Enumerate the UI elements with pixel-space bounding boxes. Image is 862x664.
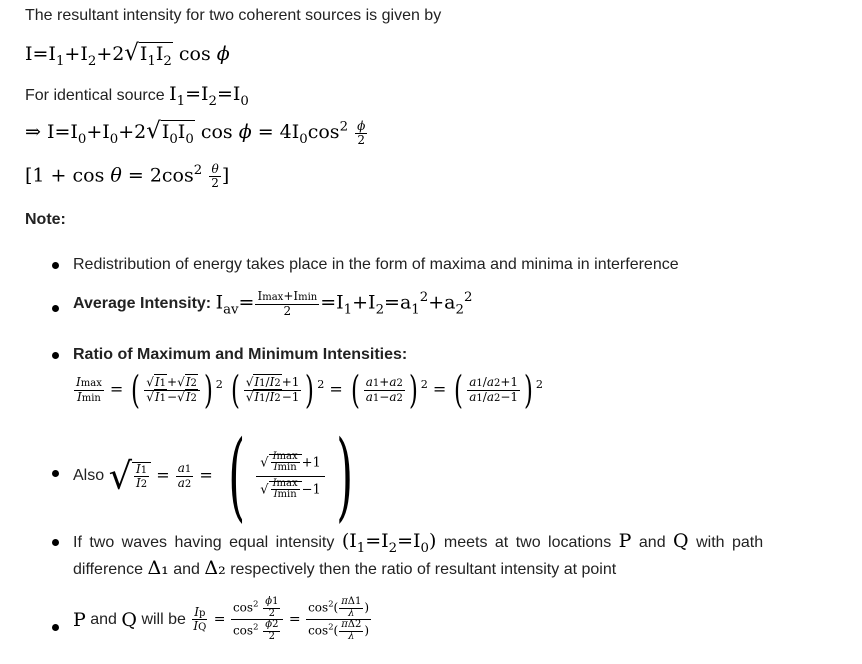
b5-delta-2: Δ₂: [204, 557, 226, 579]
b5-text-a: If two waves having equal intensity: [73, 534, 335, 551]
bullet-dot: [52, 539, 59, 546]
bullet-dot: [52, 262, 59, 269]
average-intensity-math: $I_{av}=$ $\frac{Imax+Imin}{2}$ $=I_1+I_2=a_1^2+a_2^2$: [215, 289, 473, 318]
eq1-math: $I=I_1+I_2+2√I_1I_2$ cos ϕ: [25, 40, 230, 69]
ratio-intensities-math: $\frac{Imax}{Imin}$ = ( $\frac{√I1+√I2}{√I1-√I2}$ ) $^2$ ( $\frac{√I1/I2+1}{√I1/I2-1}$ ) $^2$ = ( $\frac{a1+a2}{a1-a2}$ ) $^2$ = ( $\frac{a1/a2+1}{a1/a2-1}$ ) $^2$: [76, 368, 543, 412]
bullet-dot: [52, 352, 59, 359]
b5-line2-and: and: [173, 561, 200, 578]
b6-ratio-math: $\frac{Ip}{IQ}$ = $\cos^2$ $\frac{\phi 1}{2}$ $\cos^2$ $\frac{\phi 2}{2}$ = $\cos^2$( $\frac{\pi\Delta 1}{\lambda}$ ) $\cos^2$( $\frac{\pi\Delta 2}{\lambda}$ ): [193, 596, 370, 642]
note-label: Note:: [25, 211, 66, 228]
also-math: √ $\frac{I1}{I2}$ = $\frac{a1}{a2}$ = ( √ $\frac{Imax}{Imin}$ +1 √ $\frac{Imax}{Imin}$ −1 ): [108, 420, 353, 532]
b5-text-b: meets at two locations: [443, 534, 612, 551]
intro-line-2: [25, 83, 249, 109]
b5-point-q: Q: [673, 530, 689, 552]
b5-and: and: [638, 534, 666, 551]
bullet-dot: [52, 470, 59, 477]
identical-source-math: $I_1=I_2=I_0$: [169, 83, 249, 109]
bullet-dot: [52, 305, 59, 312]
b6-will-be: will be: [141, 610, 186, 628]
bullet-dot: [52, 624, 59, 631]
b5-line2-b: respectively then the ratio of resultant intensity at point: [230, 561, 617, 578]
also-label: Also: [73, 467, 105, 484]
b5-point-p: P: [618, 530, 632, 552]
b5-text-c: with path: [696, 534, 764, 551]
b5-delta-1: Δ₁: [147, 557, 169, 579]
equation-cos-identity: [$1 + \cos \theta = 2\cos^2$ $\frac{\theta}{2}$ ]: [25, 162, 230, 190]
equation-identical-sources: ⇒ $I=I_0+I_0+2√I_0I_0$ $\cos \phi = 4I_0\cos^2$ $\frac{\phi}{2}$: [25, 118, 366, 147]
equation-resultant-intensity: [25, 40, 230, 69]
bullet-also: [73, 420, 363, 532]
bullet-equal-intensity-line-1: [73, 530, 763, 556]
identical-source-text: For identical source: [25, 87, 165, 104]
bullet-redistribution-text: Redistribution of energy takes place in the form of maxima and minima in interference: [73, 256, 679, 273]
b5-line2-a: difference: [73, 561, 143, 578]
b5-equal-intensity-math: $(I_1=I_2=I_0)$: [341, 530, 437, 556]
bullet-equal-intensity-line-2: [73, 557, 616, 579]
b6-and: and: [90, 610, 117, 628]
b6-point-q: Q: [121, 608, 137, 631]
b6-point-p: P: [73, 608, 86, 631]
intro-line-1: The resultant intensity for two coherent sources is given by: [25, 7, 442, 24]
bullet-average-intensity: [73, 290, 472, 317]
bullet-ratio-pq: [73, 597, 372, 642]
average-intensity-label: Average Intensity:: [73, 294, 212, 312]
ratio-intensities-label: Ratio of Maximum and Minimum Intensities:: [73, 346, 408, 363]
